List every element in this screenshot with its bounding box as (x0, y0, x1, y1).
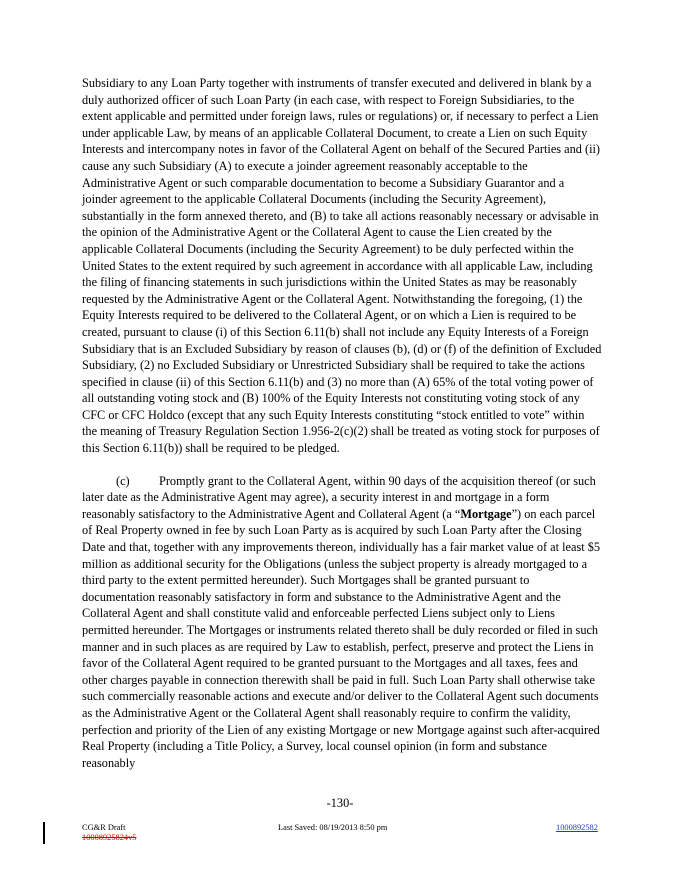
footer-draft-info (82, 823, 136, 843)
paragraph-c (82, 473, 602, 772)
footer-doc-number-link[interactable]: 1000892582 (556, 823, 598, 832)
deleted-doc-number: 10008925824v5 (82, 833, 137, 842)
paragraph-c-text-rest: ”) on each parcel of Real Property owned in fee by such Loan Party as is acquired by such Loan Party after the Closing Date and that, together with any improvements thereon, individually has a fair market value of at least $5 million as additional security for the Obligations (unless the subject property is already mortgaged to a third party to the extent permitted hereunder). Such Mortgages shall be granted pursuant to documentation reasonably satisfactory in form and substance to the Administrative Agent and the Collateral Agent and shall constitute valid and enforceable perfected Liens subject only to Liens permitted hereunder. The Mortgages or instruments related thereto shall be duly recorded or filed in such manner and in such places as are required by Law to establish, perfect, preserve and protect the Liens in favor of the Collateral Agent required to be granted pursuant to the Mortgages and all taxes, fees and other charges payable in connection therewith shall be paid in full. Such Loan Party shall otherwise take such commercially reasonable actions and execute and/or deliver to the Collateral Agent such documents as the Administrative Agent or the Collateral Agent shall reasonably require to confirm the validity, perfection and priority of the Lien of any existing Mortgage or new Mortgage against such after-acquired Real Property (including a Title Policy, a Survey, local counsel opinion (in form and substance reasonably (82, 506, 601, 770)
document-body (82, 75, 602, 771)
paragraph-continuation: Subsidiary to any Loan Party together with instruments of transfer executed and delivered in blank by a duly authorized officer of such Loan Party (in each case, with respect to Foreign Subsidiaries, to the extent applicable and permitted under foreign laws, rules or regulations) or, if necessary to perfect a Lien under applicable Law, by means of an applicable Collateral Document, to create a Lien on such Equity Interests and intercompany notes in favor of the Collateral Agent on behalf of the Secured Parties and (ii) cause any such Subsidiary (A) to execute a joinder agreement reasonably acceptable to the Administrative Agent or such comparable documentation to become a Subsidiary Guarantor and a joinder agreement to the applicable Collateral Documents (including the Security Agreement), substantially in the form annexed thereto, and (B) to take all actions reasonably necessary or advisable in the opinion of the Administrative Agent or the Collateral Agent to cause the Lien created by the applicable Collateral Documents (including the Security Agreement) to be duly perfected within the United States to the extent required by such agreement in accordance with all applicable Law, including the filing of financing statements in such jurisdictions within the United States as may be reasonably requested by the Administrative Agent or the Collateral Agent. Notwithstanding the foregoing, (1) the Equity Interests required to be delivered to the Collateral Agent, or on which a Lien is required to be created, pursuant to clause (i) of this Section 6.11(b) shall not include any Equity Interests of a Foreign Subsidiary that is an Excluded Subsidiary by reason of clauses (b), (d) or (f) of the definition of Excluded Subsidiary, (2) no Excluded Subsidiary or Unrestricted Subsidiary shall be required to take the actions specified in clause (ii) of this Section 6.11(b) and (3) no more than (A) 65% of the total voting power of all outstanding voting stock and (B) 100% of the Equity Interests not constituting voting stock of any CFC or CFC Holdco (except that any such Equity Interests constituting “stock entitled to vote” within the meaning of Treasury Regulation Section 1.956-2(c)(2) shall be treated as voting stock for purposes of this Section 6.11(b)) shall be required to be pledged. (82, 76, 602, 456)
page-number: -130- (326, 796, 354, 810)
paragraph-c-text-start: Promptly grant to the Collateral Agent, within 90 days of the acquisition thereof (or such later date as the Administrative Agent may agree), a security interest in and mortgage in a form reasonably satisfactory to the Administrative Agent and Collateral Agent (a “ (82, 473, 596, 521)
footer-last-saved: Last Saved: 08/19/2013 8:50 pm (278, 823, 388, 832)
defined-term-mortgage: Mortgage (460, 506, 512, 521)
draft-label: CG&R Draft (82, 823, 126, 832)
clause-label: (c) (116, 473, 130, 488)
revision-change-bar (43, 822, 45, 844)
